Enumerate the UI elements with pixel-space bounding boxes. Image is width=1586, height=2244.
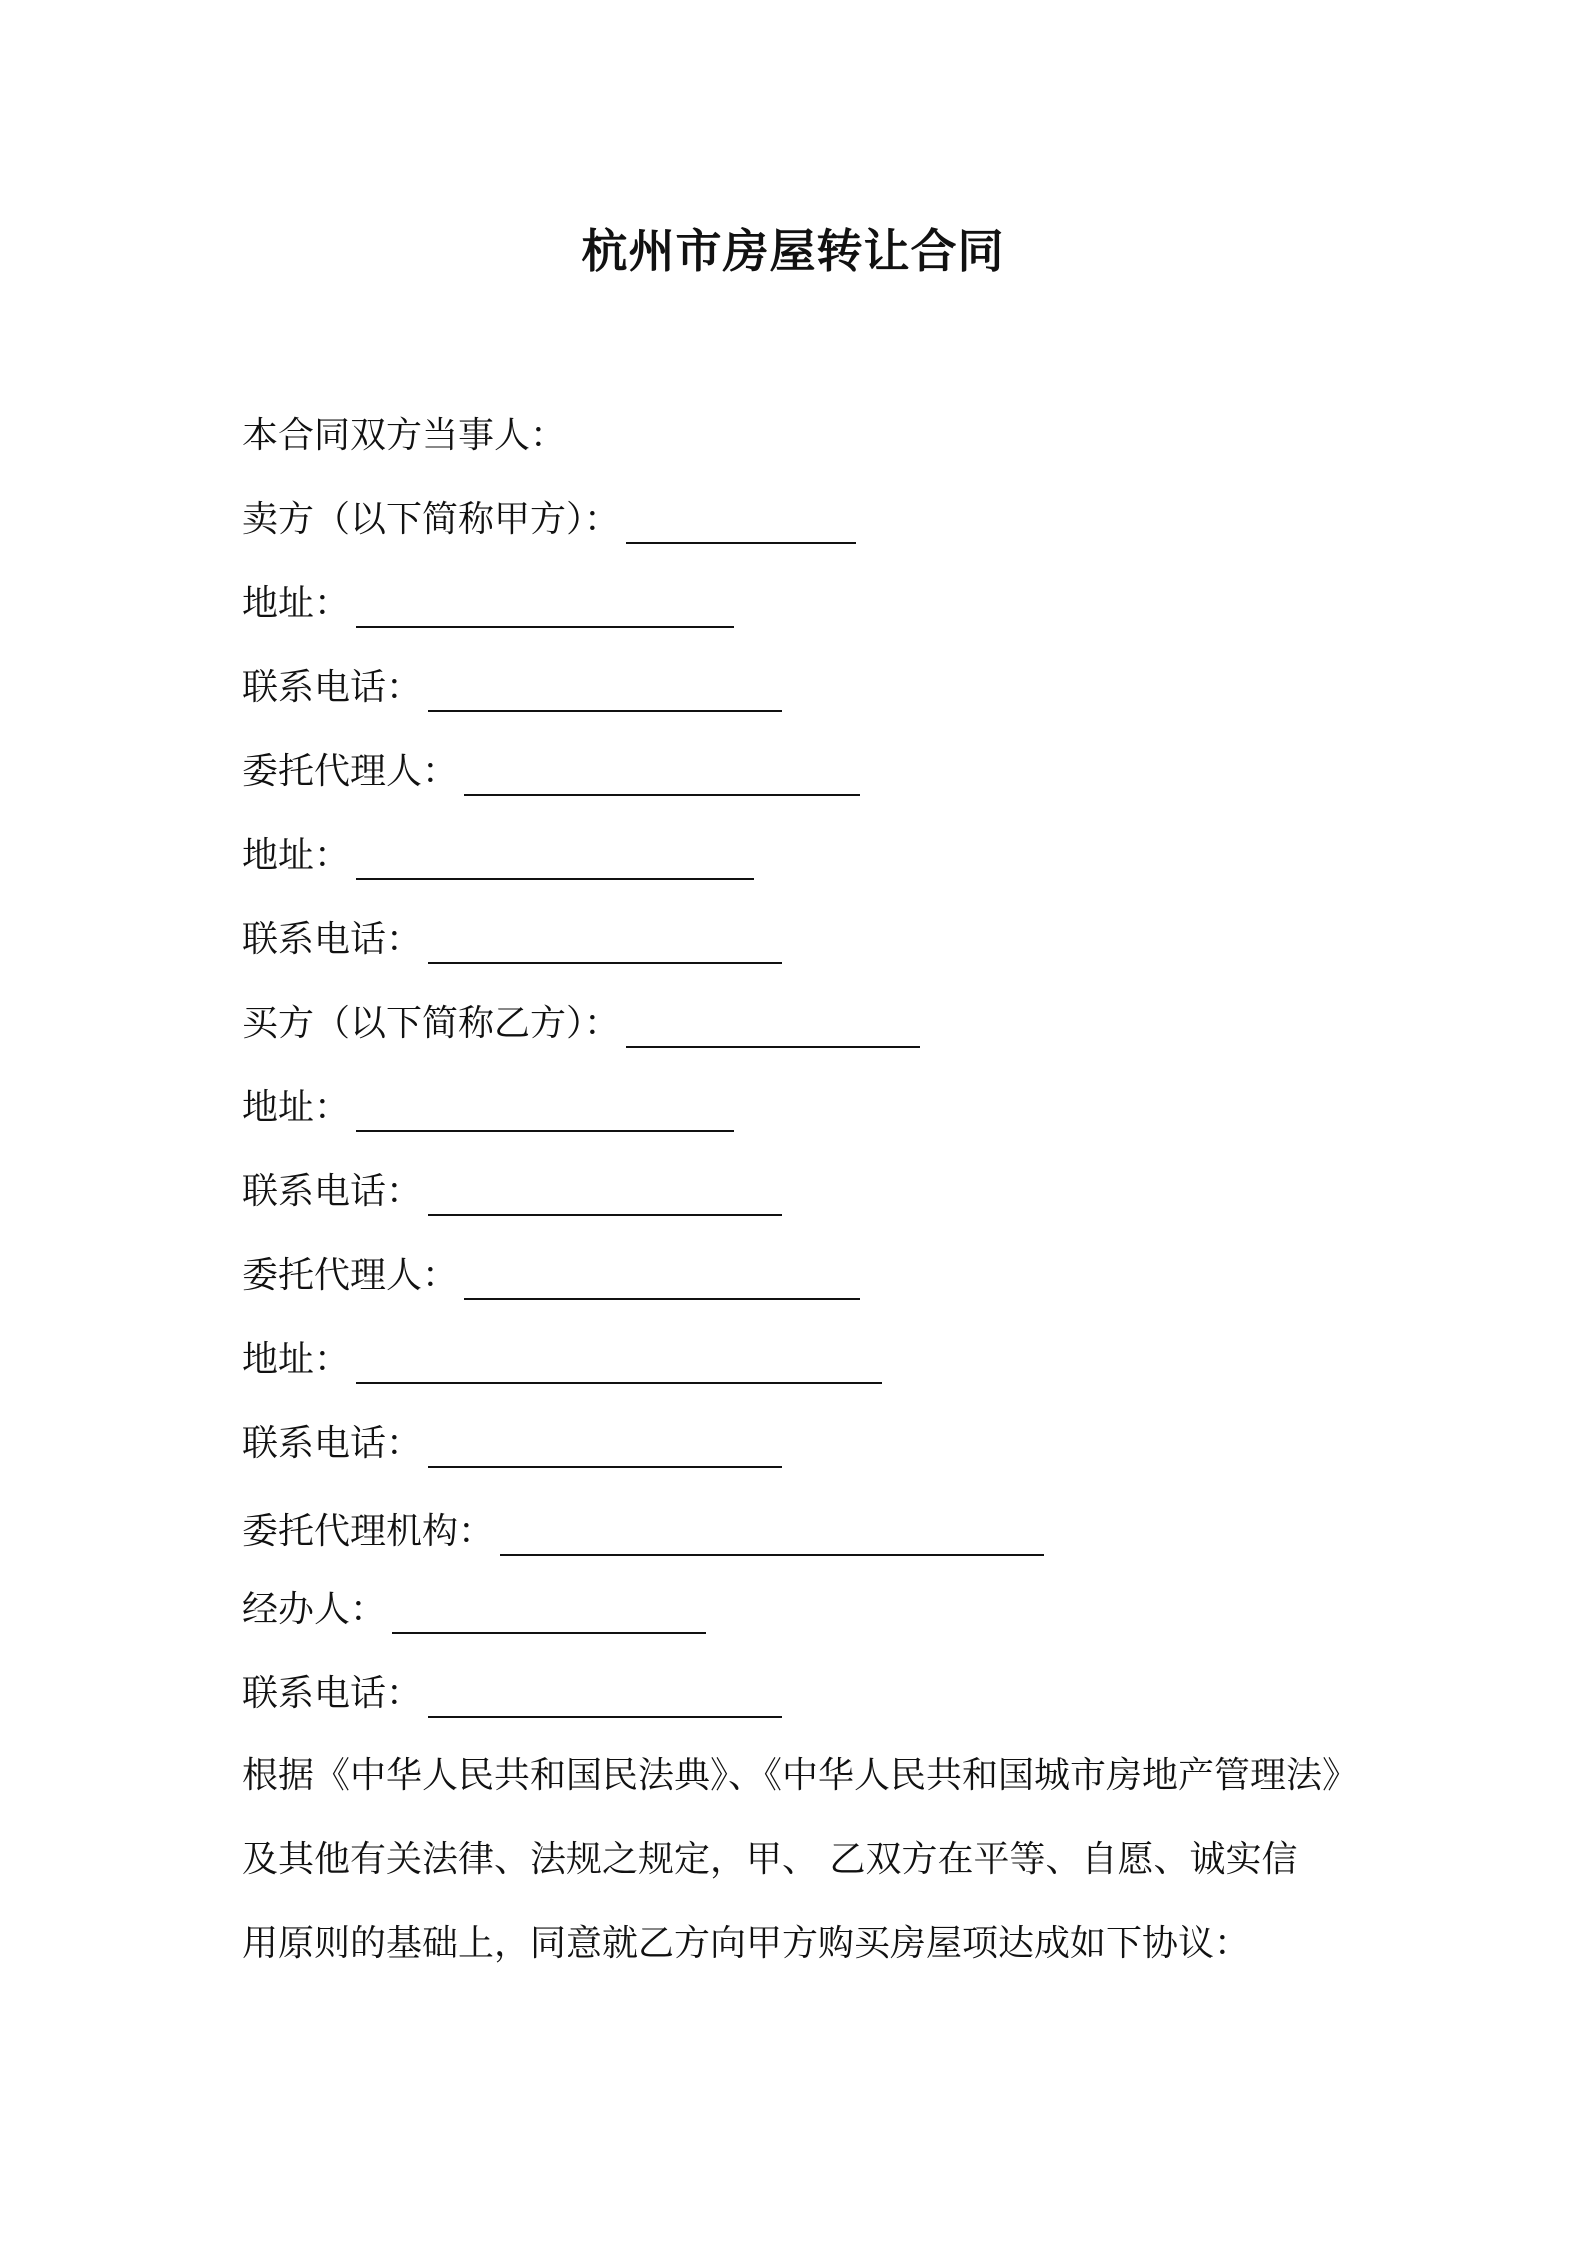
- field-buyer-agent: [242, 1252, 860, 1300]
- document-title: 杭州市房屋转让合同: [581, 224, 1005, 278]
- field-label: 委托代理人：: [242, 1255, 459, 1296]
- field-label: 联系电话：: [242, 1673, 423, 1714]
- field-handler: [242, 1586, 706, 1634]
- blank-line[interactable]: [428, 1678, 782, 1718]
- blank-line[interactable]: [464, 1260, 860, 1300]
- field-buyer-address: [242, 1084, 734, 1132]
- field-label: 联系电话：: [242, 1423, 423, 1464]
- blank-line[interactable]: [428, 924, 782, 964]
- field-buyer-phone: [242, 1168, 782, 1216]
- field-label: 联系电话：: [242, 1171, 423, 1212]
- field-label: 委托代理人：: [242, 751, 459, 792]
- blank-line[interactable]: [428, 1176, 782, 1216]
- blank-line[interactable]: [428, 1428, 782, 1468]
- blank-line[interactable]: [356, 1092, 734, 1132]
- blank-line[interactable]: [356, 588, 734, 628]
- field-seller-phone: [242, 664, 782, 712]
- blank-line[interactable]: [464, 756, 860, 796]
- field-handler-phone: [242, 1670, 782, 1718]
- field-agency: [242, 1508, 1044, 1556]
- field-label: 卖方（以下简称甲方）：: [242, 499, 621, 540]
- field-buyer-agent-phone: [242, 1420, 782, 1468]
- field-seller-agent-address: [242, 832, 754, 880]
- field-label: 委托代理机构：: [242, 1511, 495, 1552]
- preamble-line: 及其他有关法律、法规之规定，甲、 乙双方在平等、自愿、诚实信: [242, 1839, 1298, 1880]
- preamble-paragraph: [242, 1734, 1362, 1986]
- field-buyer-name: [242, 1000, 920, 1048]
- field-label: 地址：: [242, 1339, 351, 1380]
- field-label: 地址：: [242, 1087, 351, 1128]
- field-seller-agent: [242, 748, 860, 796]
- field-label: 地址：: [242, 835, 351, 876]
- field-seller-agent-phone: [242, 916, 782, 964]
- preamble-line: 根据《中华人民共和国民法典》、《中华人民共和国城市房地产管理法》: [242, 1755, 1359, 1796]
- blank-line[interactable]: [626, 1008, 920, 1048]
- preamble-line: 用原则的基础上，同意就乙方向甲方购买房屋项达成如下协议：: [242, 1923, 1251, 1964]
- blank-line[interactable]: [356, 1344, 882, 1384]
- field-label: 联系电话：: [242, 667, 423, 708]
- field-seller-name: [242, 496, 856, 544]
- field-buyer-agent-address: [242, 1336, 882, 1384]
- field-label: 经办人：: [242, 1589, 387, 1630]
- blank-line[interactable]: [356, 840, 754, 880]
- field-seller-address: [242, 580, 734, 628]
- field-label: 联系电话：: [242, 919, 423, 960]
- blank-line[interactable]: [392, 1594, 706, 1634]
- blank-line[interactable]: [626, 504, 856, 544]
- field-label: 买方（以下简称乙方）：: [242, 1003, 621, 1044]
- blank-line[interactable]: [428, 672, 782, 712]
- blank-line[interactable]: [500, 1516, 1044, 1556]
- parties-heading: 本合同双方当事人：: [242, 415, 567, 456]
- field-label: 地址：: [242, 583, 351, 624]
